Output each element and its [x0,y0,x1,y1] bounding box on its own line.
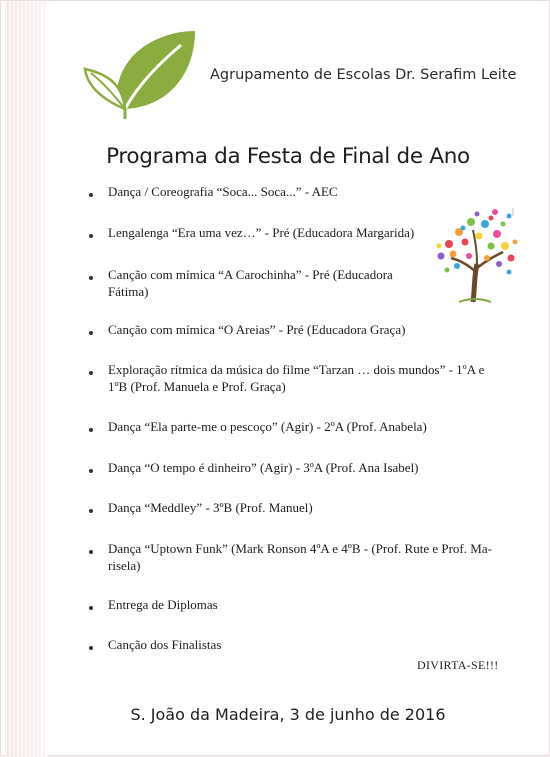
bullet-icon [89,469,93,473]
bullet-icon [89,606,93,610]
page-title: Programa da Festa de Final de Ano [106,144,470,169]
bullet-icon [89,428,93,432]
list-item [108,224,414,241]
list-item [108,499,313,516]
list-item [108,596,218,613]
list-item-text: Dança “Ela parte-me o pescoço” (Agir) - 2ºA (Prof. Anabela) [108,419,427,434]
bullet-icon [89,371,93,375]
bullet-icon [89,276,93,280]
list-item-text: Lengalenga “Era uma vez…” - Pré (Educadora Margarida) [108,225,415,240]
list-item [108,459,419,476]
bullet-icon [89,646,93,650]
list-item [108,266,393,300]
list-item [108,321,405,338]
bullet-icon [89,509,93,513]
list-item-text: Dança “Uptown Funk” (Mark Ronson 4ºA e 4ºB - (Prof. Rute e Prof. Ma- [108,541,492,556]
list-item-text-continued: risela) [108,558,141,573]
list-item [108,361,484,395]
list-item-text: Dança “O tempo é dinheiro” (Agir) - 3ºA (Prof. Ana Isabel) [108,460,419,475]
closing-text: DIVIRTA-SE!!! [417,658,499,672]
list-item [108,183,338,200]
list-item [108,540,492,574]
list-item [108,418,427,435]
list-item-text: Canção com mímica “O Areias” - Pré (Educadora Graça) [108,322,406,337]
list-item [108,636,221,653]
list-item-text: Canção dos Finalistas [108,637,222,652]
bullet-icon [89,193,93,197]
bullet-icon [89,234,93,238]
list-item-text-continued: Fátima) [108,284,149,299]
bullet-icon [89,550,93,554]
list-item-text: Entrega de Diplomas [108,597,218,612]
list-item-text: Canção com mímica “A Carochinha” - Pré (Educadora [108,267,393,282]
footer-date: S. João da Madeira, 3 de junho de 2016 [130,705,446,724]
list-item-text: Dança / Coreografia “Soca... Soca...” - AEC [108,184,338,199]
program-list [1,1,550,757]
list-item-text-continued: 1ºB (Prof. Manuela e Prof. Graça) [108,379,286,394]
list-item-text: Dança “Meddley” - 3ºB (Prof. Manuel) [108,500,313,515]
list-item-text: Exploração rítmica da música do filme “Tarzan … dois mundos” - 1ºA e [108,362,485,377]
school-name: Agrupamento de Escolas Dr. Serafim Leite [210,67,517,83]
bullet-icon [89,331,93,335]
